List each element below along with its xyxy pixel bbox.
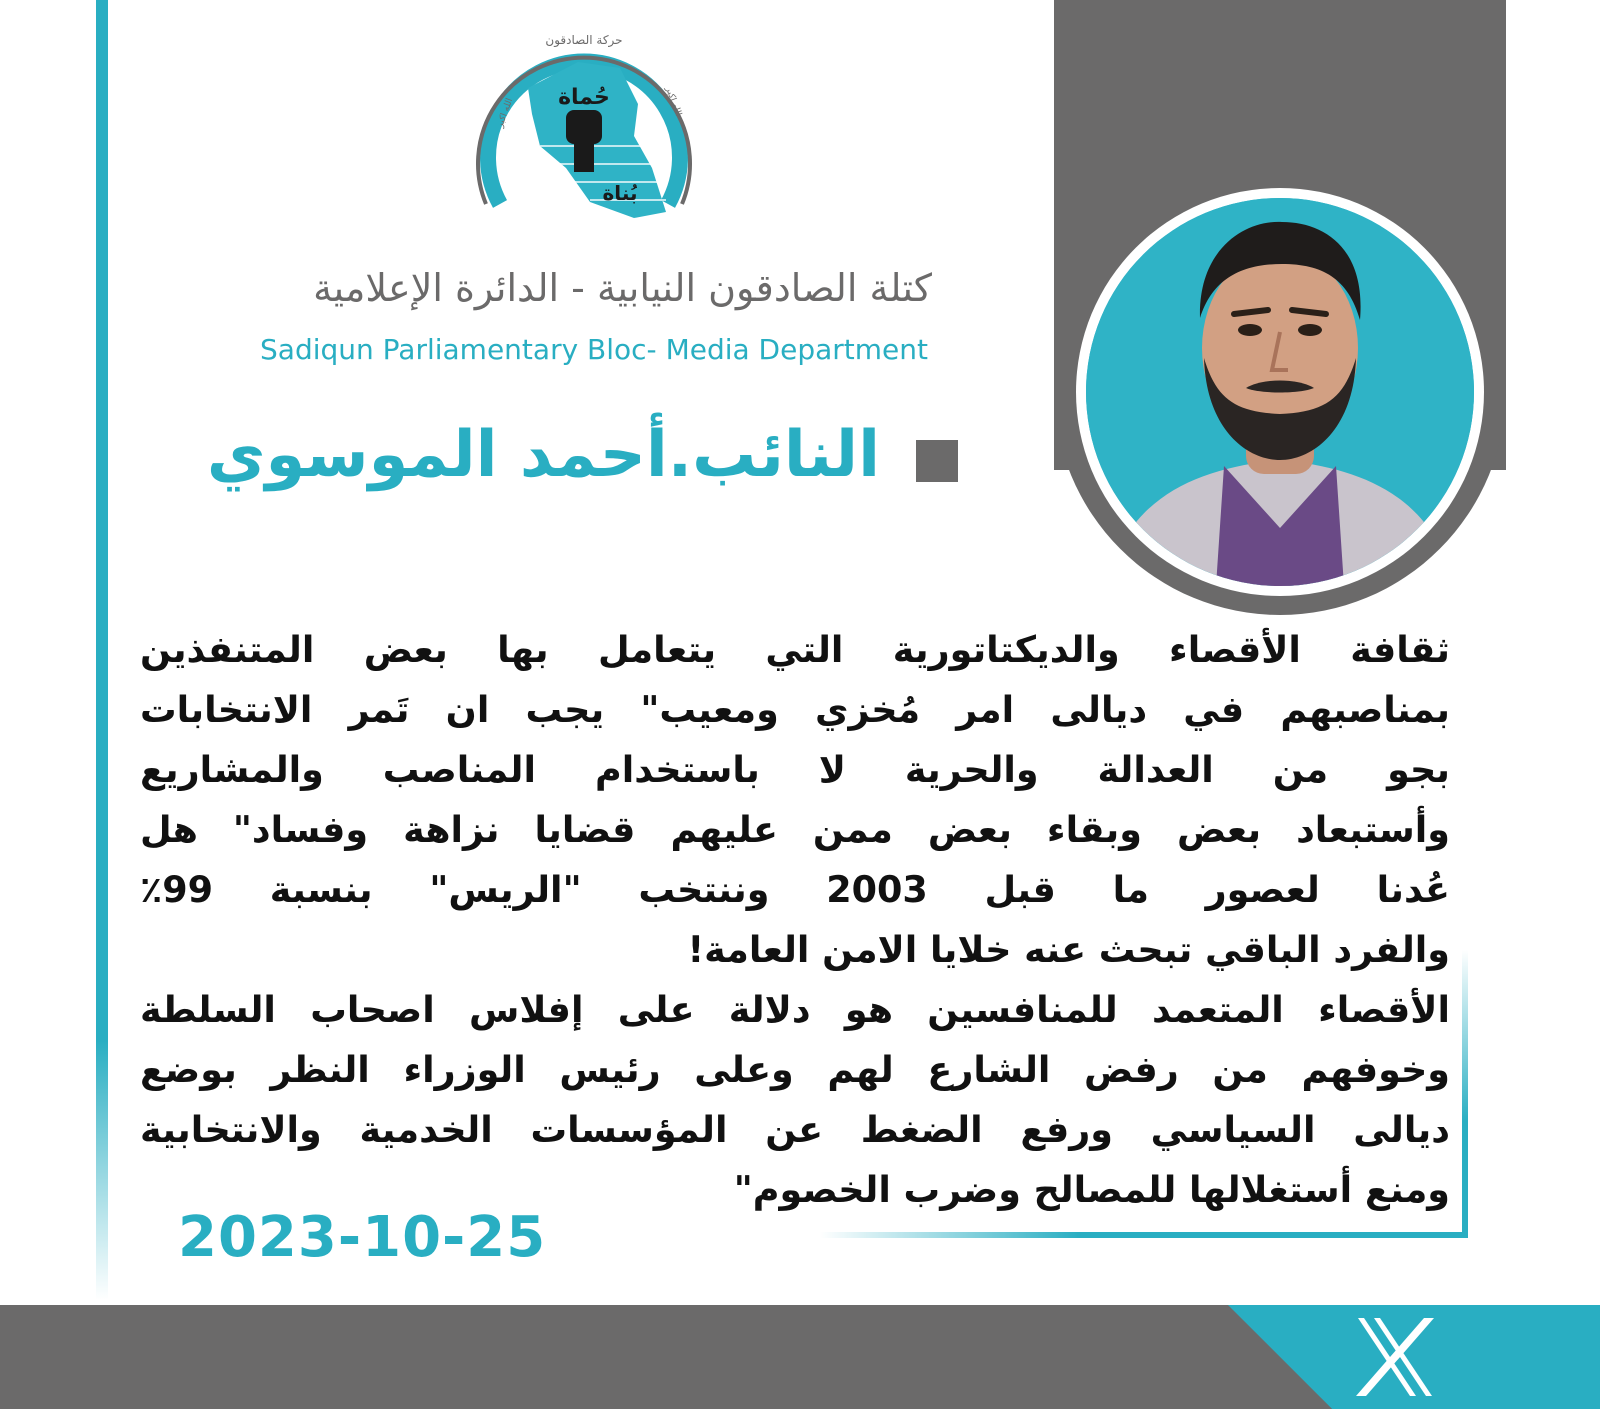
statement-line: والفرد الباقي تبحث عنه خلايا الامن العامة! bbox=[687, 928, 1450, 971]
logo-top-word: حُماة bbox=[558, 85, 610, 110]
logo-ring-text-right: الله اكبر bbox=[663, 85, 683, 118]
statement-date: 2023-10-25 bbox=[178, 1205, 547, 1270]
x-icon[interactable] bbox=[1350, 1312, 1440, 1402]
statement-paragraph-1 bbox=[140, 620, 1450, 980]
statement-line: عُدنا لعصور ما قبل 2003 وننتخب "الريس" بنسبة 99٪ bbox=[140, 868, 1450, 911]
quote-frame-bottom bbox=[820, 1232, 1468, 1238]
statement-line: ومنع أستغلالها للمصالح وضرب الخصوم" bbox=[733, 1168, 1450, 1211]
portrait-illustration bbox=[1086, 198, 1474, 586]
org-name-english: Sadiqun Parliamentary Bloc- Media Department bbox=[260, 333, 928, 366]
name-bullet-square bbox=[916, 440, 958, 482]
statement-line: وخوفهم من رفض الشارع لهم وعلى رئيس الوزراء النظر بوضع bbox=[140, 1048, 1450, 1091]
statement-line: بجو من العدالة والحرية لا باستخدام المناصب والمشاريع bbox=[140, 748, 1450, 791]
logo-bottom-word: بُناة bbox=[602, 181, 638, 205]
statement-body bbox=[140, 620, 1450, 1220]
party-logo bbox=[470, 18, 698, 246]
x-logo-icon bbox=[1350, 1312, 1440, 1402]
statement-line: ديالى السياسي ورفع الضغط عن المؤسسات الخدمية والانتخابية bbox=[140, 1108, 1450, 1151]
statement-line: وأستبعاد بعض وبقاء بعض ممن عليهم قضايا نزاهة وفساد" هل bbox=[140, 808, 1450, 851]
speaker-photo bbox=[1086, 198, 1474, 586]
logo-ring-text: حركة الصادقون bbox=[545, 33, 623, 47]
statement-line: الأقصاء المتعمد للمنافسين هو دلالة على إفلاس اصحاب السلطة bbox=[140, 988, 1450, 1031]
org-name-arabic: كتلة الصادقون النيابية - الدائرة الإعلامية bbox=[313, 266, 932, 310]
statement-line: بمناصبهم في ديالى امر مُخزي ومعيب" يجب ان تَمر الانتخابات bbox=[140, 688, 1450, 731]
statement-paragraph-2 bbox=[140, 980, 1450, 1220]
logo-ring-text-left: الله اكبر bbox=[495, 97, 516, 130]
left-accent-bar bbox=[96, 0, 108, 1300]
statement-line: ثقافة الأقصاء والديكتاتورية التي يتعامل بها بعض المتنفذين bbox=[140, 628, 1450, 671]
speaker-name: النائب.أحمد الموسوي bbox=[206, 418, 880, 492]
logo-emblem bbox=[470, 18, 698, 246]
quote-frame-right bbox=[1462, 950, 1468, 1236]
